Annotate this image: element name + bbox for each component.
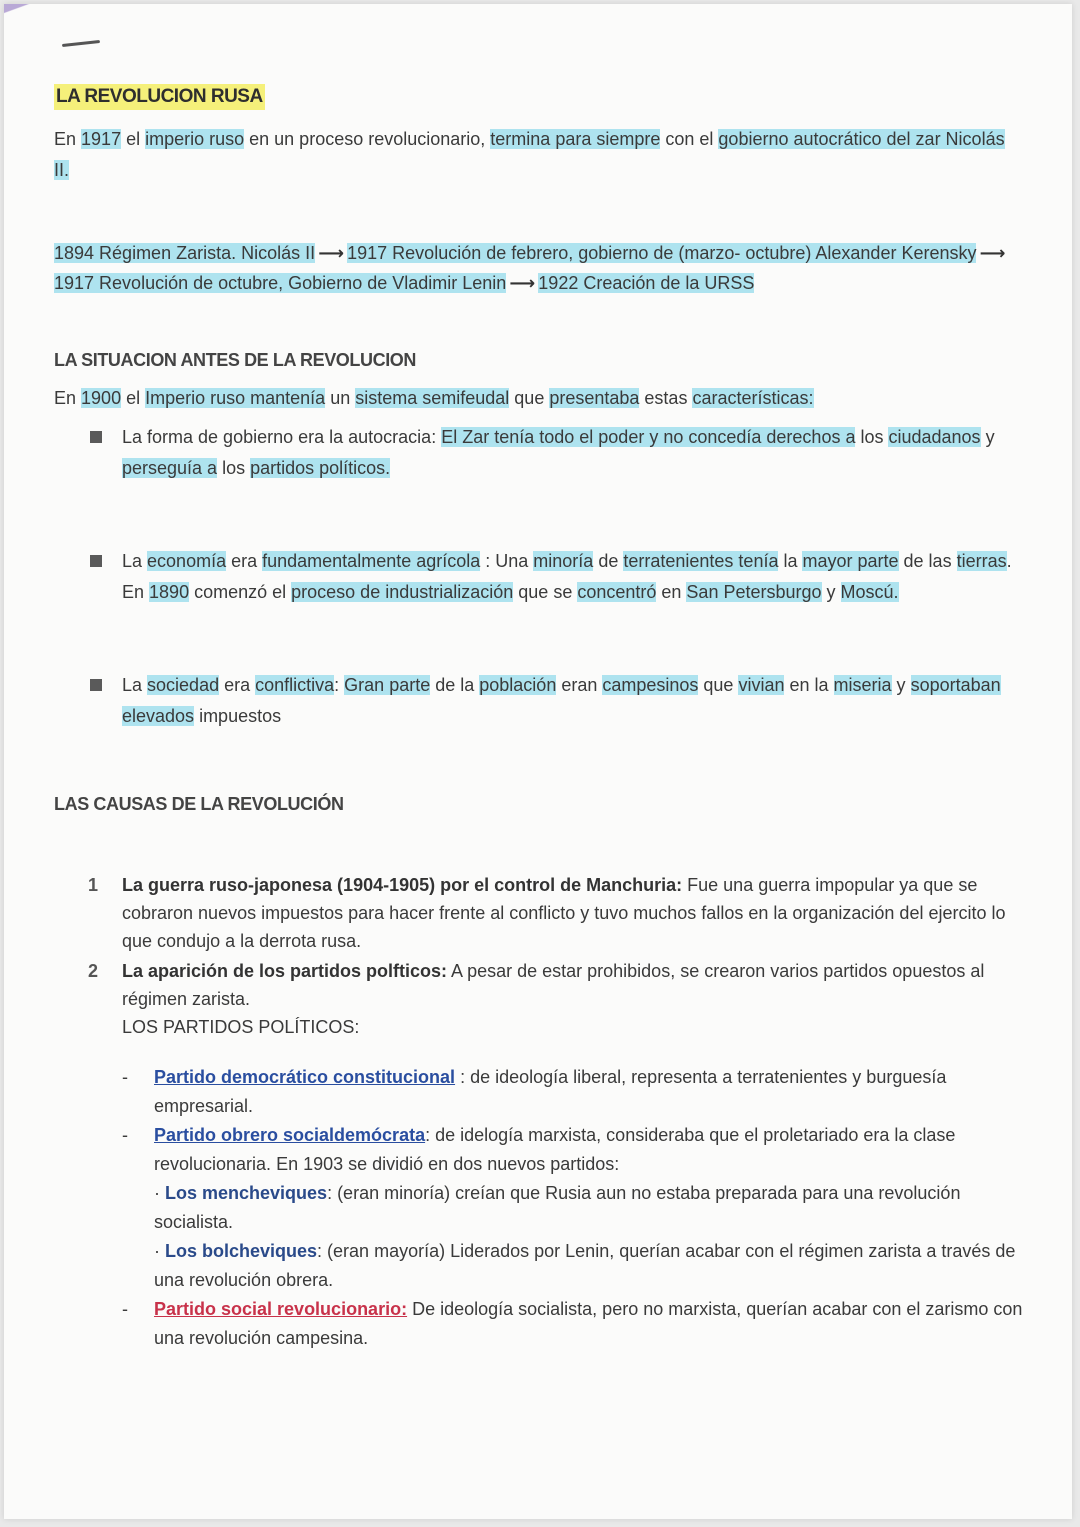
document-page <box>4 4 1072 1519</box>
party-item: - Partido obrero socialdemócrata: de idelogía marxista, consideraba que el proletariado era la clase revolucionaria. En 1903 se dividió en dos nuevos partidos: · Los mencheviques: (eran minoría) creían que Rusia aun no estaba preparada para una revolución socialista. · Los bolcheviques: (eran mayoría) Liderados por Lenin, querían acabar con el régimen zarista a través de una revolución obrera. <box>54 1121 1024 1295</box>
sub-party: · Los mencheviques: (eran minoría) creían que Rusia aun no estaba preparada para una revolución socialista. <box>154 1183 961 1232</box>
list-item: La sociedad era conflictiva: Gran parte de la población eran campesinos que vivian en la miseria y soportaban elevados impuestos <box>54 670 1024 732</box>
intro-paragraph: En 1917 el imperio ruso en un proceso revolucionario, termina para siempre con el gobierno autocrático del zar Nicolás II. <box>54 129 1005 180</box>
party-name: Partido obrero socialdemócrata <box>154 1125 426 1145</box>
causes-list <box>54 871 1024 1041</box>
section-heading: LAS CAUSAS DE LA REVOLUCIÓN <box>54 794 344 814</box>
situation-list <box>54 422 1024 732</box>
arrow-icon: ⟶ <box>509 273 536 293</box>
document-content <box>54 84 1024 1353</box>
square-bullet-icon <box>90 431 102 443</box>
timeline <box>54 238 1024 298</box>
arrow-icon: ⟶ <box>979 243 1006 263</box>
page-title: LA REVOLUCION RUSA <box>54 84 265 110</box>
parties-heading: LOS PARTIDOS POLÍTICOS: <box>122 1017 360 1037</box>
square-bullet-icon <box>90 555 102 567</box>
causes-section <box>54 794 1024 1353</box>
list-item: La forma de gobierno era la autocracia: El Zar tenía todo el poder y no concedía derechos a los ciudadanos y perseguía a los partidos políticos. <box>54 422 1024 484</box>
corner-mark <box>4 4 94 64</box>
list-item: La economía era fundamentalmente agrícola : Una minoría de terratenientes tenía la mayor parte de las tierras. En 1890 comenzó el proceso de industrialización que se concentró en San Petersburgo y Moscú. <box>54 546 1024 608</box>
timeline-step: 1917 Revolución de febrero, gobierno de (marzo- octubre) Alexander Kerensky <box>347 243 977 263</box>
arrow-icon: ⟶ <box>318 243 345 263</box>
list-item: 2 La aparición de los partidos polfticos: A pesar de estar prohibidos, se crearon varios partidos opuestos al régimen zarista. LOS PARTIDOS POLÍTICOS: <box>54 957 1024 1041</box>
square-bullet-icon <box>90 679 102 691</box>
party-name: Partido social revolucionario: <box>154 1299 408 1319</box>
sub-party: · Los bolcheviques: (eran mayoría) Liderados por Lenin, querían acabar con el régimen zarista a través de una revolución obrera. <box>154 1241 1016 1290</box>
party-item: - Partido democrático constitucional : de ideología liberal, representa a terratenientes y burguesía empresarial. <box>122 1067 947 1116</box>
situation-section <box>54 350 1024 732</box>
list-number: 1 <box>88 875 99 895</box>
timeline-step: 1894 Régimen Zarista. Nicolás II <box>54 243 316 263</box>
situation-intro: En 1900 el Imperio ruso mantenía un sistema semifeudal que presentaba estas características: <box>54 388 814 408</box>
list-item: 1 La guerra ruso-japonesa (1904-1905) por el control de Manchuria: Fue una guerra impopular ya que se cobraron nuevos impuestos para hacer frente al conflicto y tuvo muchos fallos en la organización del ejercito lo que condujo a la derrota rusa. <box>54 871 1024 955</box>
party-item: - Partido social revolucionario: De ideología socialista, pero no marxista, querían acabar con el zarismo con una revolución campesina. <box>122 1299 1023 1348</box>
parties-list <box>54 1063 1024 1353</box>
timeline-step: 1917 Revolución de octubre, Gobierno de Vladimir Lenin <box>54 273 507 293</box>
timeline-step: 1922 Creación de la URSS <box>538 273 755 293</box>
party-name: Partido democrático constitucional <box>154 1067 456 1087</box>
section-heading: LA SITUACION ANTES DE LA REVOLUCION <box>54 350 417 370</box>
list-number: 2 <box>88 961 99 981</box>
